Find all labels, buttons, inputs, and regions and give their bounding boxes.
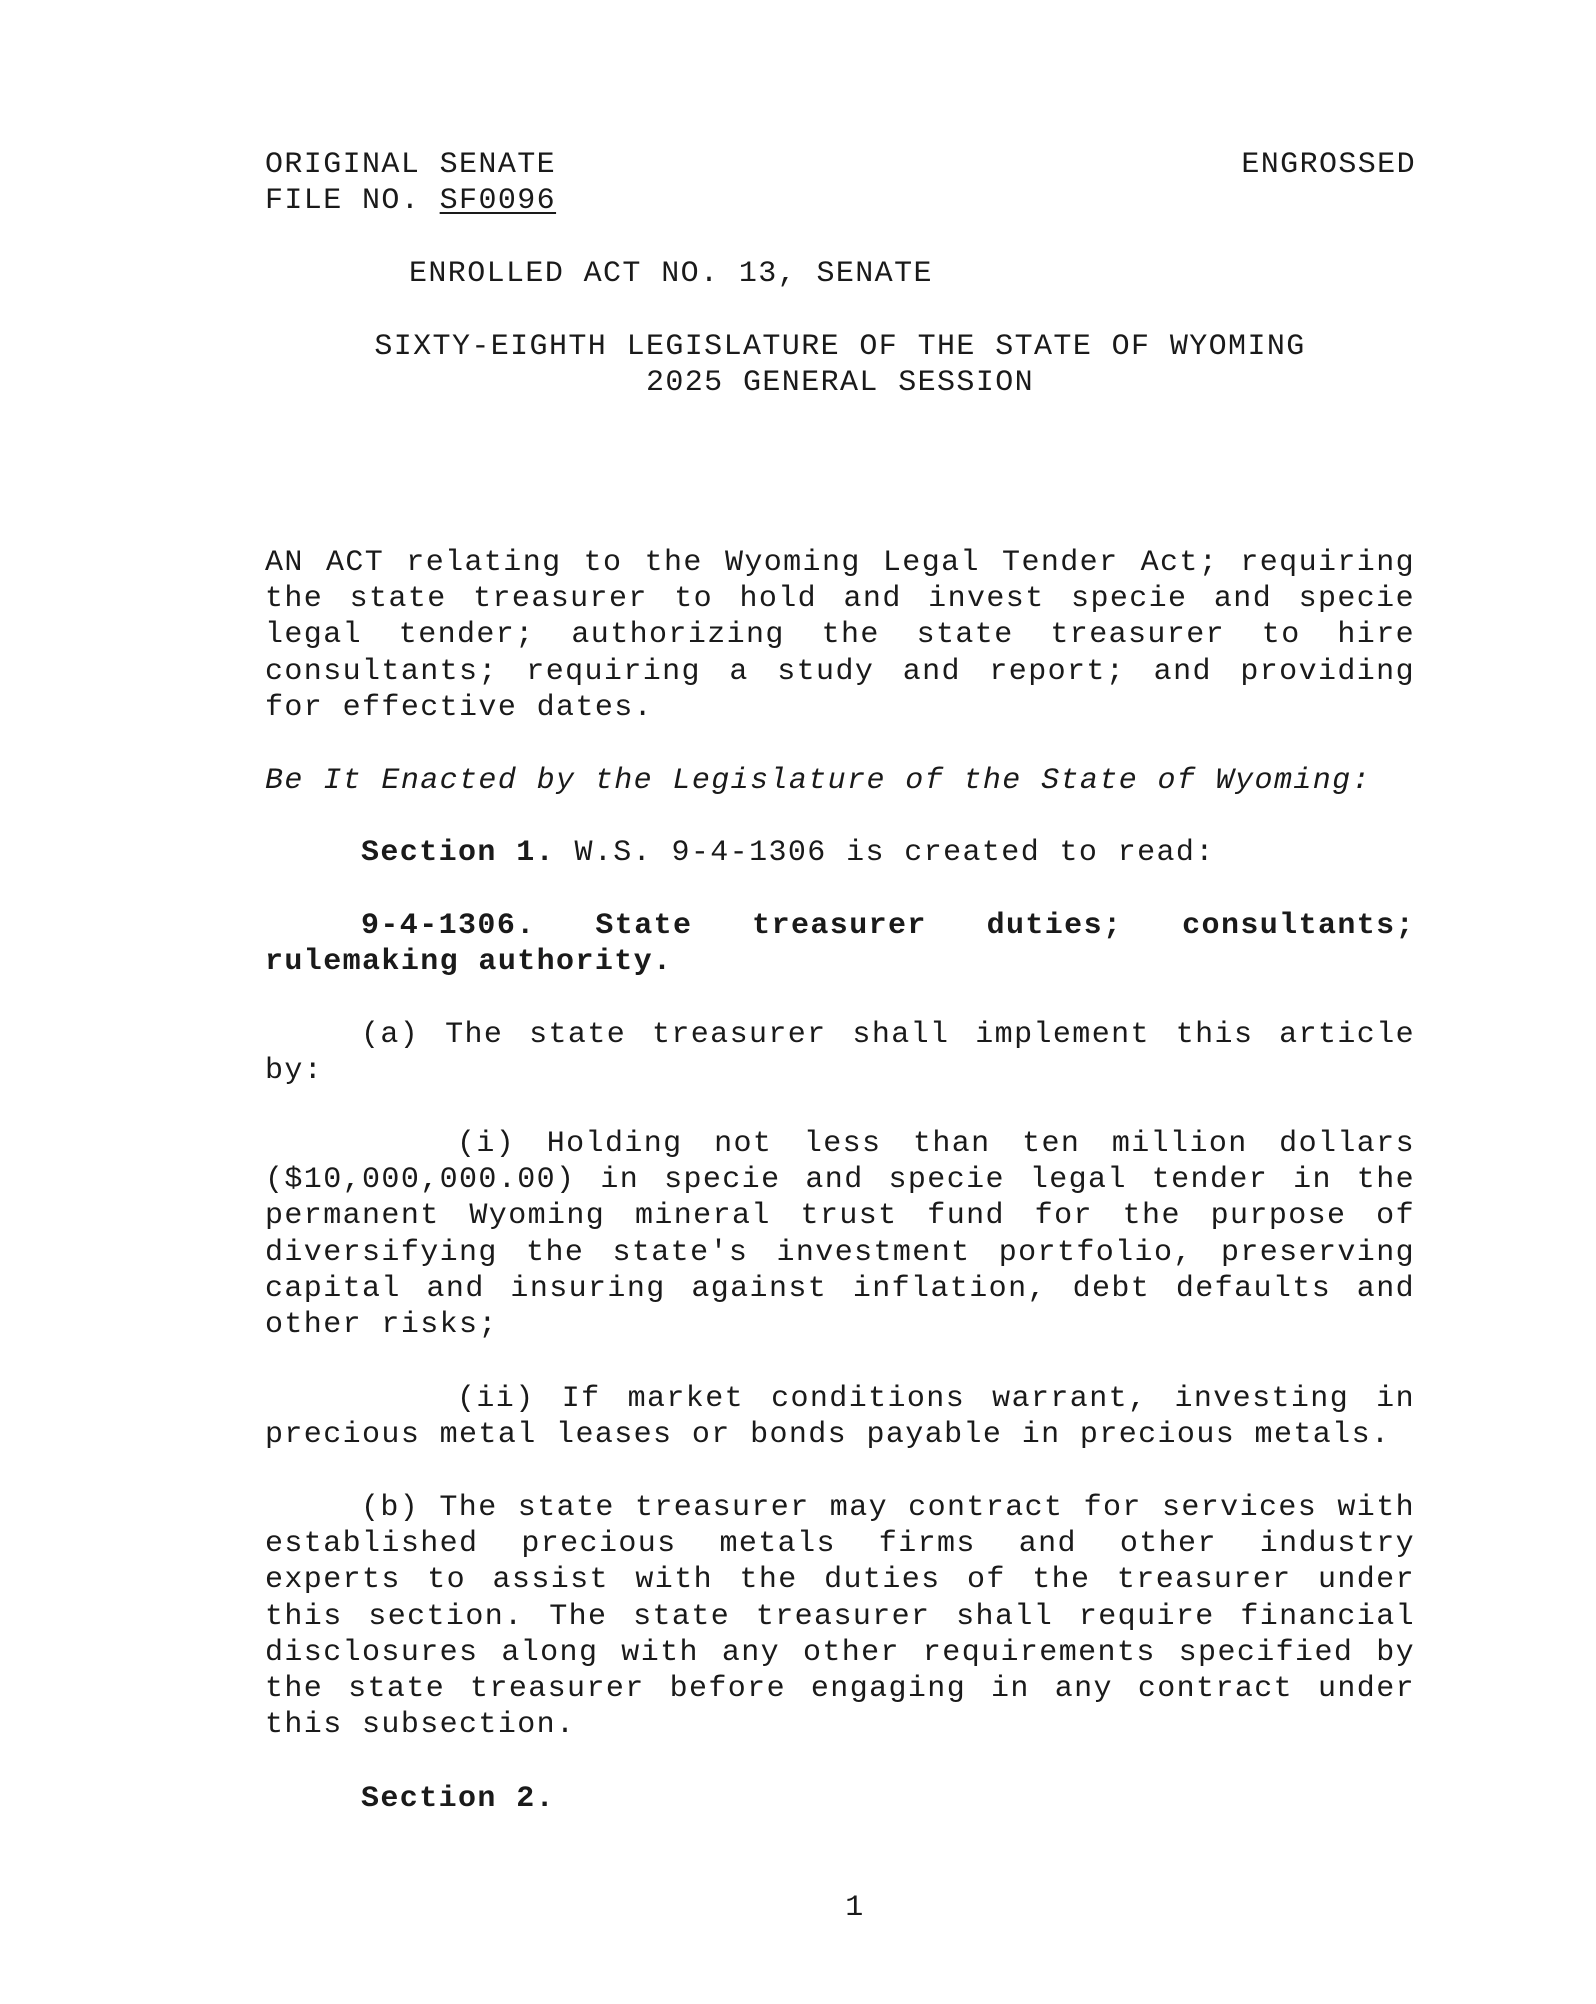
paragraph-ii: [265, 1381, 1415, 1453]
paragraph-i: [265, 1126, 1415, 1343]
subsection-b: [265, 1490, 1415, 1743]
section-1-paragraph: [265, 835, 1415, 871]
subsection-b-text: The state treasurer may contract for services with established precious metals firms and other industry experts to assist with the duties of the treasurer under this section. The state treasurer shall require financial disclosures along with any other requirements specified by the state treasurer before engaging in any contract under this subsection.: [265, 1491, 1415, 1743]
subsection-a-label: (a): [361, 1018, 420, 1052]
page-number: 1: [845, 1891, 865, 1925]
section-1-label: Section 1.: [361, 836, 556, 870]
header-file-no: [265, 183, 556, 219]
section-2-label: Section 2.: [361, 1782, 556, 1816]
paragraph-i-label: (i): [457, 1127, 516, 1161]
subsection-a-text: The state treasurer shall implement this article by:: [265, 1018, 1416, 1089]
header-original-senate: ORIGINAL SENATE: [265, 148, 557, 182]
legislature-title: SIXTY-EIGHTH LEGISLATURE OF THE STATE OF WYOMING: [374, 330, 1306, 364]
paragraph-ii-label: (ii): [457, 1382, 535, 1416]
file-no-prefix: FILE NO.: [265, 184, 440, 218]
statute-heading: 9-4-1306. State treasurer duties; consultants; rulemaking authority.: [265, 909, 1415, 980]
act-title-paragraph: AN ACT relating to the Wyoming Legal Tender Act; requiring the state treasurer to hold and invest specie and specie legal tender; authorizing the state treasurer to hire consultants; requiring a study and report; and providing for effective dates.: [265, 546, 1415, 725]
subsection-b-label: (b): [361, 1491, 420, 1525]
paragraph-i-text: Holding not less than ten million dollars ($10,000,000.00) in specie and specie legal tender in the permanent Wyoming mineral trust fund for the purpose of diversifying the state's investment portfolio, preserving capital and insuring against inflation, debt defaults and other risks;: [265, 1127, 1415, 1343]
enacting-clause: Be It Enacted by the Legislature of the State of Wyoming:: [265, 764, 1371, 798]
paragraph-ii-text: If market conditions warrant, investing in precious metal leases or bonds payable in precious metals.: [265, 1382, 1415, 1453]
enrolled-act-title: ENROLLED ACT NO. 13, SENATE: [409, 257, 933, 291]
file-number: SF0096: [439, 184, 557, 218]
section-1-text: W.S. 9-4-1306 is created to read:: [574, 836, 1215, 870]
session-title: 2025 GENERAL SESSION: [645, 366, 1035, 400]
header-engrossed: ENGROSSED: [1241, 148, 1416, 182]
subsection-a: [265, 1017, 1415, 1089]
